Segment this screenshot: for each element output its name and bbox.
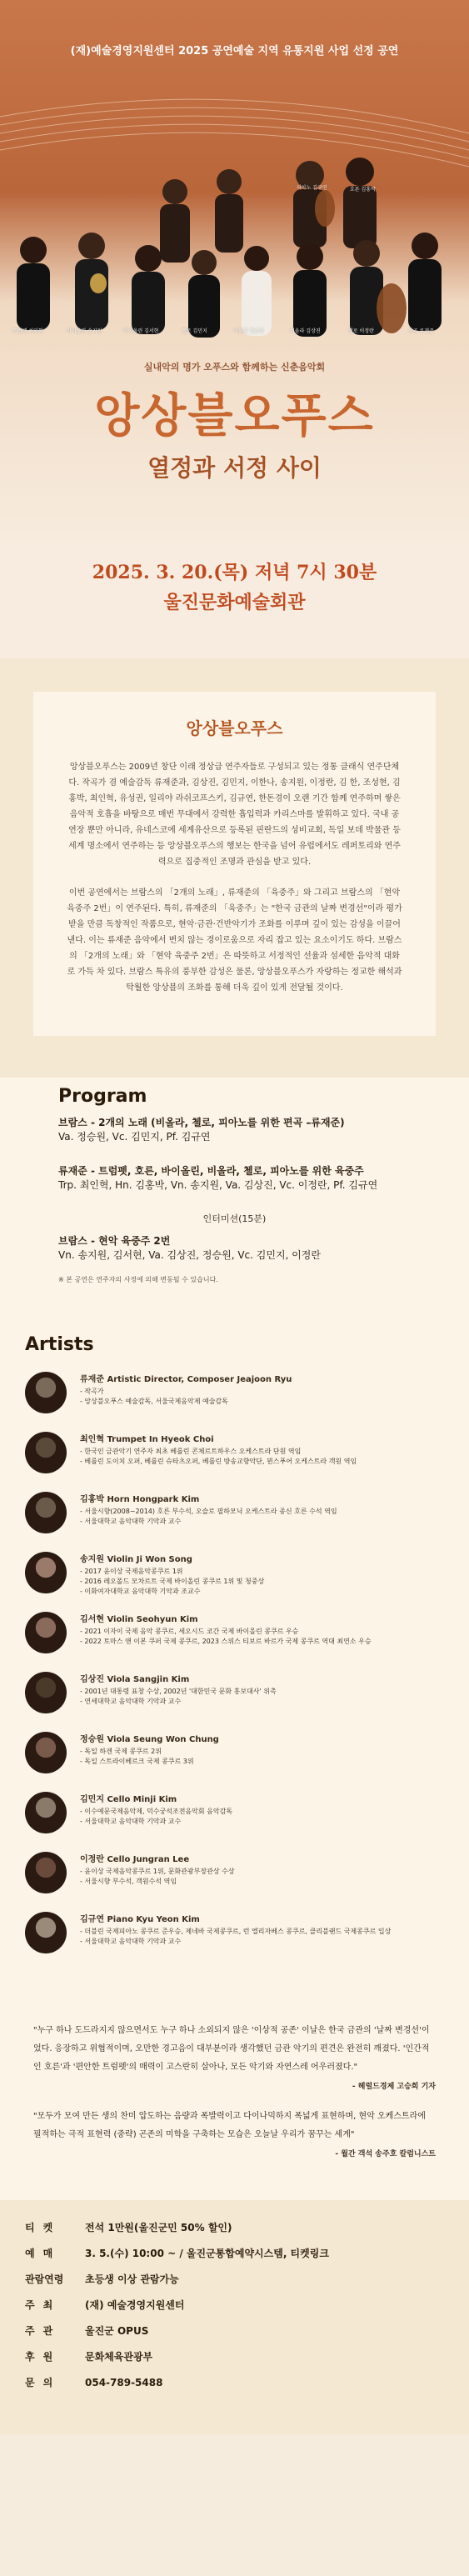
intro-section <box>0 658 469 1078</box>
review-source: - 헤럴드경제 고승희 기자 <box>352 2083 436 2091</box>
caption-viola-1: 비올라 정승원 <box>233 328 264 334</box>
info-row-ticket <box>25 2220 444 2234</box>
info-key: 주최 <box>25 2299 62 2311</box>
artist-row <box>25 1852 444 1900</box>
artist-bio-line: - 서울대학교 음악대학 기악과 교수 <box>80 1518 182 1525</box>
artist-bio-line: - 서울시향(2008~2014) 호른 부수석, 오슬로 필하모닉 오케스트라 종신 호른 수석 역임 <box>80 1508 337 1515</box>
intro-paragraph-1: 앙상블오푸스는 2009년 창단 이래 정상급 연주자들로 구성되고 있는 정통 클래식 연주단체다. 작곡가 겸 예술감독 류재준과, 김상진, 김민지, 이한나, 송지원, 이정란, 김 한, 조성현, 김홍박, 최인혁, 유성권, 일리야 라쉬코프스키, 김규연, 한돈경이 오랜 기간 함께 연주하며 쌓은 음악적 호흡을 바탕으로 매번 무대에서 강력한 흡입력과 카리스마를 발휘하고 있다. 국내 공연장 뿐만 아니라, 유네스코에 세계유산으로 등록된 핀란드의 성비교회, 독일 보데 박물관 등 세계 명소에서 연주하는 등 앙상블오푸스의 행보는 한국을 넘어 유럽에서도 레퍼토리와 연주력으로 집중적인 조명과 관심을 받고 있다. <box>68 763 401 867</box>
artist-row <box>25 1552 444 1600</box>
artist-bio-line: - 독일 스트라이베르크 국제 콩쿠르 3위 <box>80 1758 194 1765</box>
artist-info <box>80 1732 444 1767</box>
artist-bio-line: - 2021 이자이 국제 음악 콩쿠르, 세오시드 코간 국제 바이올린 콩쿠르 우승 <box>80 1628 299 1635</box>
intro-heading: 앙상블오푸스 <box>186 718 283 738</box>
artist-name: 최인혁 Trumpet In Hyeok Choi <box>80 1435 214 1444</box>
info-value: 초등생 이상 관람가능 <box>85 2273 179 2285</box>
info-row-host <box>25 2298 444 2312</box>
caption-cello-2: 첼로 이정란 <box>348 328 374 334</box>
program-item-cast: Va. 정승원, Vc. 김민지, Pf. 김규연 <box>58 1131 211 1143</box>
program-section <box>0 1078 469 1318</box>
program-item-name: 류재준 - 트럼펫, 호른, 바이올린, 비올라, 첼로, 피아노를 위한 육중주 <box>58 1165 364 1177</box>
program-item-cast: Trp. 최인혁, Hn. 김홍박, Vn. 송지원, Va. 김상진, Vc. 이정란, Pf. 김규연 <box>58 1179 378 1191</box>
artist-bio-line: - 더블린 국제피아노 콩쿠르 준우승, 제네바 국제콩쿠르, 런 엘리자베스 콩쿠르, 클리블랜드 국제콩쿠르 입상 <box>80 1928 392 1935</box>
artist-bio-line: - 이수예문국제음악제, 덕수궁석조전음악회 음악감독 <box>80 1808 233 1815</box>
review-quote: "모두가 모여 만든 생의 찬미 압도하는 음량과 폭발력이고 다이나믹하지 폭넓게 표현하며, 현악 오케스트라에 필적하는 극적 표현력 (중략) 곤존의 미학을 구축하는 모습은 오늘날 우리가 꿈꾸는 세계" <box>33 2112 426 2139</box>
info-value: 울진군 OPUS <box>85 2325 149 2337</box>
artist-bio-line: - 서울대학교 음악대학 기악과 교수 <box>80 1938 182 1945</box>
performers-illustration <box>0 92 469 358</box>
artist-bio-line: - 한국인 금관악기 연주자 최초 베를린 콘체르트하우스 오케스트라 단원 역임 <box>80 1448 302 1455</box>
artist-info <box>80 1432 444 1467</box>
program-item <box>58 1233 411 1262</box>
artist-name: 송지원 Violin Ji Won Song <box>80 1555 192 1564</box>
artist-photo <box>25 1492 67 1533</box>
artists-title: Artists <box>25 1334 94 1355</box>
artist-photo <box>25 1612 67 1653</box>
artist-photo <box>25 1852 67 1893</box>
program-item-cast: Vn. 송지원, 김서현, Va. 김상진, 정승원, Vc. 김민지, 이정란 <box>58 1249 321 1261</box>
artist-photo <box>25 1792 67 1833</box>
artist-name: 류재준 Artistic Director, Composer Jeajoon Ryu <box>80 1375 292 1384</box>
reviews-section <box>0 1997 469 2200</box>
intro-paragraph-2: 이번 공연에서는 브람스의 「2개의 노래」, 류재준의 「육중주」와 그리고 브람스의 「현악 육중주 2번」이 연주된다. 특히, 류재준의 「육중주」는 "한국 금관의 날짜 변경선"이라 평가받을 만큼 독창적인 작품으로, 현악·금관·건반악기가 조화를 이루며 깊이 있는 감성을 이끌어 낸다. 이는 류재준 음악에서 변치 않는 경이로움으로 자리 잡고 있는 요소이기도 하다. 브람스의 「2개의 노래」와 「현악 육중주 2번」은 따뜻하고 서정적인 선율과 섬세한 음악적 대화로 가득 차 있다. 브람스 특유의 풍부한 감성은 물론, 앙상블오푸스가 자랑하는 정교한 해석과 탁월한 앙상블의 조화를 통해 더욱 깊이 있게 전달될 것이다. <box>67 888 402 993</box>
concert-date: 2025. 3. 20.(목) 저녁 7시 30분 <box>92 562 377 583</box>
intro-box <box>33 692 436 1036</box>
artist-photo <box>25 1432 67 1473</box>
artist-info <box>80 1372 444 1407</box>
review-quote: "누구 하나 도드라지지 않으면서도 누구 하나 소외되지 않은 '이상적 공존' 이날은 한국 금관의 '날짜 변경선'이었다. 응장하고 위협적이며, 오만한 경고음이 대부분이라 생각했던 금관 악기의 편견은 완전히 깨졌다. '인간적인 호른'과 '편안한 트럼펫'의 매력이 고스란히 살아나, 모든 악기와 자연스레 어우러졌다." <box>33 2026 430 2072</box>
artist-row <box>25 1672 444 1720</box>
artist-info <box>80 1852 444 1887</box>
artist-bio-line: - 베를린 도이치 오퍼, 베를린 슈타츠오퍼, 베를린 방송교향악단, 뮌스푸어 오케스트라 객원 역임 <box>80 1458 357 1465</box>
artist-photo <box>25 1912 67 1953</box>
caption-horn: 호른 김홍박 <box>350 187 376 193</box>
program-item <box>58 1163 411 1192</box>
artist-name: 김민지 Cello Minji Kim <box>80 1795 177 1804</box>
intermission-label: 인터미션(15분) <box>202 1213 267 1224</box>
artist-row <box>25 1732 444 1780</box>
info-value: 전석 1만원(울진군민 50% 할인) <box>85 2222 232 2233</box>
artist-bio-line: - 작곡가 <box>80 1388 104 1395</box>
intro-text <box>67 759 402 996</box>
info-row-sponsor <box>25 2349 444 2363</box>
artist-info <box>80 1912 444 1947</box>
info-value: (재) 예술경영지원센터 <box>85 2299 185 2311</box>
caption-viola-2: 비올라 김상진 <box>290 328 321 334</box>
caption-trumpet: 트럼펫 최인혁 <box>12 328 43 334</box>
artist-list <box>25 1372 444 1960</box>
artist-info <box>80 1612 444 1647</box>
info-key: 관람연령 <box>25 2273 64 2285</box>
info-key: 후원 <box>25 2351 62 2363</box>
info-value: 3. 5.(수) 10:00 ~ / 울진군통합예약시스템, 티켓링크 <box>85 2248 329 2259</box>
program-item <box>58 1115 411 1143</box>
artist-info <box>80 1672 444 1707</box>
info-key: 티켓 <box>25 2222 62 2233</box>
artist-bio-line: - 2017 윤이상 국제음악콩쿠르 1위 <box>80 1568 183 1575</box>
artist-row <box>25 1612 444 1660</box>
artist-name: 김서현 Violin Seohyun Kim <box>80 1615 198 1624</box>
program-title: Program <box>58 1086 147 1107</box>
artist-row <box>25 1432 444 1480</box>
artist-bio-line: - 윤이상 국제음악콩쿠르 1위, 문화관광부장관상 수상 <box>80 1868 235 1875</box>
artist-name: 정승원 Viola Seung Won Chung <box>80 1735 219 1744</box>
artist-name: 이정란 Cello Jungran Lee <box>80 1855 190 1864</box>
info-row-age <box>25 2272 444 2286</box>
review-source: - 월간 객석 송주호 칼럼니스트 <box>335 2150 436 2158</box>
artist-info <box>80 1552 444 1597</box>
concert-venue: 울진문화예술회관 <box>163 592 306 613</box>
program-note: ※ 본 공연은 연주자의 사정에 의해 변동될 수 있습니다. <box>58 1276 218 1283</box>
artist-row <box>25 1372 444 1420</box>
hero-section <box>0 0 469 550</box>
artist-bio-line: - 서울대학교 음악대학 기악과 교수 <box>80 1818 182 1825</box>
artist-name: 김상진 Viola Sangjin Kim <box>80 1675 190 1684</box>
artist-photo <box>25 1732 67 1773</box>
artist-bio-line: - 연세대학교 음악대학 기악과 교수 <box>80 1698 182 1705</box>
program-item-name: 브람스 - 2개의 노래 (비올라, 첼로, 피아노를 위한 편곡 –류재준) <box>58 1117 345 1128</box>
info-key: 주관 <box>25 2325 62 2337</box>
info-key: 문의 <box>25 2377 62 2388</box>
caption-piano: 피아노 김규연 <box>297 185 327 191</box>
artist-name: 김규연 Piano Kyu Yeon Kim <box>80 1915 200 1924</box>
artists-section <box>0 1318 469 1997</box>
artist-row <box>25 1792 444 1840</box>
artist-bio-line: - 2001년 대통령 표창 수상, 2002년 '대한민국 문화 홍보대사' 위촉 <box>80 1688 277 1695</box>
artist-name: 김홍박 Horn Hongpark Kim <box>80 1495 200 1504</box>
info-key: 예매 <box>25 2248 62 2259</box>
caption-cello-1: 첼로 김민지 <box>182 328 207 334</box>
performer-photo-row <box>0 92 469 358</box>
hero-main-title: 앙상블오푸스 <box>94 388 375 443</box>
artist-row <box>25 1912 444 1960</box>
info-row-booking <box>25 2246 444 2260</box>
info-value: 054-789-5488 <box>85 2376 163 2388</box>
artist-bio-line: - 이화여자대학교 음악대학 기악과 조교수 <box>80 1588 201 1595</box>
program-item-name: 브람스 - 현악 육중주 2번 <box>58 1235 171 1247</box>
info-section <box>0 2200 469 2434</box>
hero-top-title: (재)예술경영지원센터 2025 공연예술 지역 유통지원 사업 선정 공연 <box>70 45 399 58</box>
info-row-contact <box>25 2375 444 2389</box>
date-venue-block <box>0 550 469 658</box>
hero-title-sub: 열정과 서정 사이 <box>147 454 322 482</box>
artist-photo <box>25 1552 67 1593</box>
hero-subtitle: 실내악의 명가 오푸스와 함께하는 신춘음악회 <box>143 362 326 373</box>
artist-bio-line: - 앙상블오푸스 예술감독, 서울국제음악제 예술감독 <box>80 1398 228 1405</box>
artist-bio-line: - 서울시향 부수석, 객원수석 역임 <box>80 1878 177 1885</box>
caption-violin-1: 바이올린 송지원 <box>67 328 102 334</box>
caption-composer: 작곡 류재준 <box>408 328 434 334</box>
info-row-organizer <box>25 2323 444 2338</box>
artist-photo <box>25 1672 67 1713</box>
artist-photo <box>25 1372 67 1413</box>
caption-violin-2: 바이올린 김서현 <box>123 328 159 334</box>
artist-bio-line: - 2016 레오폴드 모차르트 국제 바이올린 콩쿠르 1위 및 청중상 <box>80 1578 265 1585</box>
artist-info <box>80 1492 444 1527</box>
info-value: 문화체육관광부 <box>85 2351 153 2363</box>
artist-row <box>25 1492 444 1540</box>
artist-bio-line: - 독일 하겐 국제 콩쿠르 2위 <box>80 1748 162 1755</box>
artist-bio-line: - 2022 토마스 앤 이본 쿠퍼 국제 콩쿠르, 2023 스위스 티보르 바르가 국제 콩쿠르 역대 최연소 우승 <box>80 1638 372 1645</box>
artist-info <box>80 1792 444 1827</box>
